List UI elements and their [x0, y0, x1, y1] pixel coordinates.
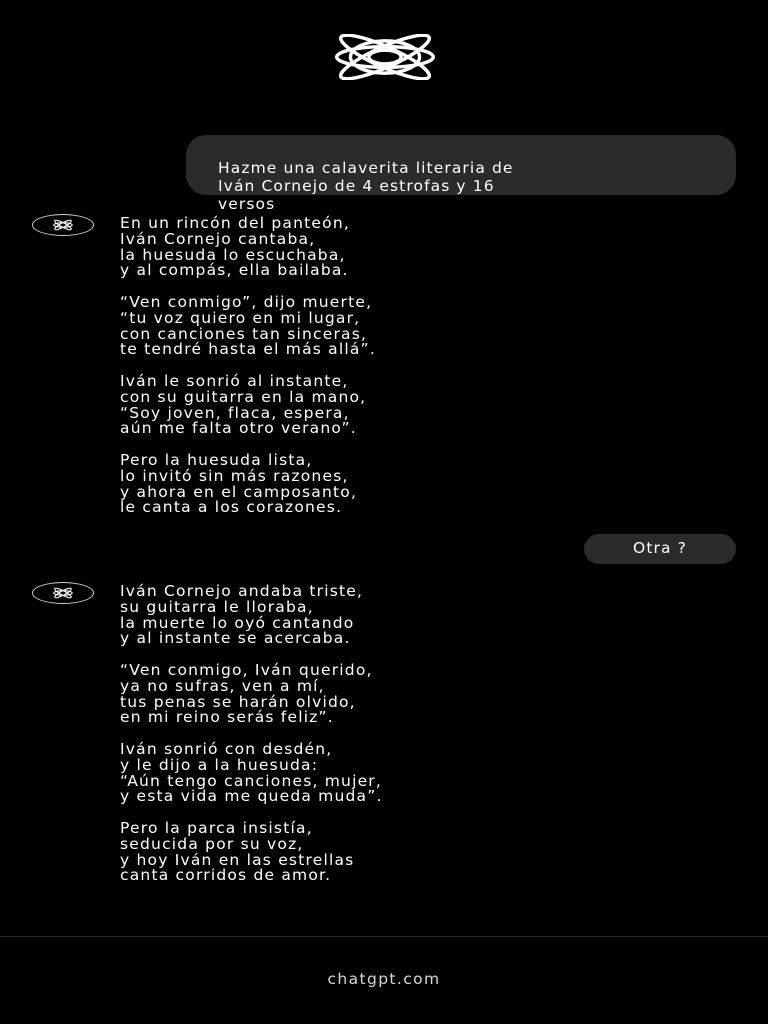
verse-line: “Aún tengo canciones, mujer,	[120, 771, 383, 790]
verse-line: “tu voz quiero en mi lugar,	[120, 308, 361, 327]
verse-line: “Ven conmigo, Iván querido,	[120, 661, 373, 679]
assistant-avatar	[32, 582, 94, 604]
verse-line: y al compás, ella bailaba.	[120, 261, 349, 280]
verse-line: con canciones tan sinceras,	[120, 324, 368, 343]
footer-domain: chatgpt.com	[327, 970, 441, 988]
verse-line: te tendré hasta el más allá”.	[120, 340, 376, 359]
verse-line: su guitarra le lloraba,	[120, 597, 314, 616]
stanza	[120, 216, 720, 279]
verse-line: en mi reino serás feliz”.	[120, 708, 334, 727]
verse-line: Iván Cornejo andaba triste,	[120, 582, 364, 600]
verse-line: ya no sufras, ven a mí,	[120, 676, 325, 695]
verse-line: “Ven conmigo”, dijo muerte,	[120, 293, 373, 311]
verse-line: y hoy Iván en las estrellas	[120, 850, 355, 869]
stanza	[120, 374, 720, 437]
user-message-text: Hazme una calaverita literaria de Iván Cornejo de 4 estrofas y 16 versos	[218, 159, 514, 213]
stanza	[120, 742, 720, 805]
verse-line: Pero la huesuda lista,	[120, 451, 313, 469]
stanza	[120, 295, 720, 358]
verse-line: Iván le sonrió al instante,	[120, 372, 349, 390]
verse-line: seducida por su voz,	[120, 834, 304, 853]
verse-line: la muerte lo oyó cantando	[120, 613, 355, 632]
verse-line: y le dijo a la huesuda:	[120, 755, 319, 774]
verse-line: Iván Cornejo cantaba,	[120, 229, 316, 248]
footer-divider	[0, 936, 768, 937]
openai-logo-svg	[327, 34, 443, 80]
stanza	[120, 663, 720, 726]
openai-logo-icon	[52, 217, 74, 233]
verse-line: con su guitarra en la mano,	[120, 387, 367, 406]
openai-logo-icon	[327, 34, 443, 80]
verse-line: “Soy joven, flaca, espera,	[120, 403, 350, 422]
assistant-response	[120, 584, 720, 900]
stanza	[120, 453, 720, 516]
verse-line: aún me falta otro verano”.	[120, 419, 357, 438]
verse-line: y al instante se acercaba.	[120, 629, 351, 648]
verse-line: canta corridos de amor.	[120, 866, 332, 885]
verse-line: Iván sonrió con desdén,	[120, 740, 333, 758]
verse-line: y ahora en el camposanto,	[120, 482, 358, 501]
verse-line: En un rincón del panteón,	[120, 214, 350, 232]
stanza	[120, 821, 720, 884]
verse-line: y esta vida me queda muda”.	[120, 787, 383, 806]
stanza	[120, 584, 720, 647]
user-message	[186, 135, 736, 213]
verse-line: Pero la parca insistía,	[120, 819, 313, 837]
verse-line: le canta a los corazones.	[120, 498, 343, 517]
verse-line: tus penas se harán olvido,	[120, 692, 356, 711]
openai-logo-icon	[52, 585, 74, 601]
verse-line: la huesuda lo escuchaba,	[120, 245, 346, 264]
assistant-avatar	[32, 214, 94, 236]
user-message	[584, 534, 736, 564]
user-message-text: Otra ?	[633, 539, 687, 557]
verse-line: lo invitó sin más razones,	[120, 466, 349, 485]
assistant-response	[120, 216, 720, 532]
